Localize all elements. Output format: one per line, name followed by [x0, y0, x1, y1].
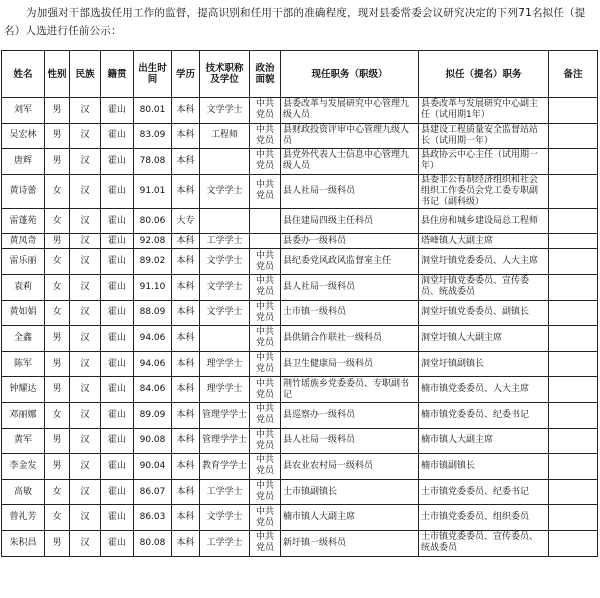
table-cell: 土市镇一级科员	[281, 300, 419, 326]
table-cell: 县财政投资评审中心管理九级人员	[281, 123, 419, 149]
table-cell: 高敏	[2, 479, 45, 505]
table-cell: 土市镇副镇长	[281, 479, 419, 505]
table-cell: 中共党员	[250, 123, 281, 149]
table-cell	[549, 428, 598, 454]
table-cell	[549, 505, 598, 531]
table-cell: 大专	[172, 208, 200, 234]
table-cell	[549, 123, 598, 149]
table-cell: 霍山	[101, 530, 134, 556]
table-cell: 霍山	[101, 454, 134, 480]
column-header: 政治面貌	[250, 51, 281, 98]
table-cell: 洞堂圩镇党委委员、宣传委员、统战委员	[419, 274, 549, 300]
table-cell: 本科	[172, 402, 200, 428]
table-cell: 83.09	[134, 123, 172, 149]
table-cell: 男	[45, 98, 70, 124]
table-cell: 中共党员	[250, 454, 281, 480]
table-cell: 理学学士	[200, 377, 250, 403]
table-cell: 钟耀达	[2, 377, 45, 403]
table-cell: 黄凤奇	[2, 234, 45, 249]
table-cell: 县委办一级科员	[281, 234, 419, 249]
table-cell: 本科	[172, 479, 200, 505]
table-cell: 土市镇党委委员、组织委员	[419, 505, 549, 531]
table-cell: 新圩镇一级科员	[281, 530, 419, 556]
table-cell: 霍山	[101, 249, 134, 275]
table-cell	[549, 351, 598, 377]
table-cell	[549, 274, 598, 300]
table-cell: 县党外代表人士信息中心管理九级人员	[281, 149, 419, 175]
table-cell: 县政协云中心主任（试用期一年）	[419, 149, 549, 175]
table-row	[2, 123, 598, 149]
table-cell: 朱积昌	[2, 530, 45, 556]
table-row	[2, 249, 598, 275]
table-row	[2, 530, 598, 556]
table-cell: 袁莉	[2, 274, 45, 300]
table-cell: 县供销合作联社一级科员	[281, 326, 419, 352]
table-cell: 洞堂圩镇人大副主席	[419, 326, 549, 352]
table-cell	[250, 208, 281, 234]
table-cell	[549, 208, 598, 234]
table-cell: 中共党员	[250, 377, 281, 403]
table-cell	[549, 249, 598, 275]
table-cell: 霍山	[101, 402, 134, 428]
table-cell: 89.09	[134, 402, 172, 428]
table-cell: 女	[45, 174, 70, 208]
table-cell: 80.01	[134, 98, 172, 124]
table-row	[2, 479, 598, 505]
table-cell: 工学学士	[200, 479, 250, 505]
table-cell: 县农业农村局一级科员	[281, 454, 419, 480]
table-cell: 工学学士	[200, 530, 250, 556]
table-cell: 汉	[70, 351, 101, 377]
table-cell: 县人社局一级科员	[281, 174, 419, 208]
table-cell: 霍山	[101, 149, 134, 175]
table-cell: 中共党员	[250, 149, 281, 175]
table-cell: 文学学士	[200, 274, 250, 300]
table-cell	[549, 326, 598, 352]
table-cell: 霍山	[101, 98, 134, 124]
table-row	[2, 428, 598, 454]
column-header: 技术职称及学位	[200, 51, 250, 98]
table-cell: 文学学士	[200, 98, 250, 124]
table-cell: 中共党员	[250, 326, 281, 352]
table-cell: 汉	[70, 123, 101, 149]
table-cell: 唐辉	[2, 149, 45, 175]
table-cell: 本科	[172, 234, 200, 249]
table-cell: 男	[45, 234, 70, 249]
table-cell: 陈军	[2, 351, 45, 377]
table-cell: 县住建局四级主任科员	[281, 208, 419, 234]
table-cell: 邓丽娜	[2, 402, 45, 428]
table-cell: 89.02	[134, 249, 172, 275]
table-cell: 男	[45, 351, 70, 377]
table-cell: 黄如娟	[2, 300, 45, 326]
table-row	[2, 274, 598, 300]
table-cell: 霍山	[101, 274, 134, 300]
table-cell: 男	[45, 377, 70, 403]
table-cell: 曾礼芳	[2, 505, 45, 531]
table-cell: 男	[45, 326, 70, 352]
table-cell: 90.08	[134, 428, 172, 454]
table-cell: 女	[45, 479, 70, 505]
table-cell: 县卫生健康局一级科员	[281, 351, 419, 377]
table-cell: 女	[45, 505, 70, 531]
table-cell: 县委改革与发展研究中心管理九级人员	[281, 98, 419, 124]
table-cell: 本科	[172, 351, 200, 377]
table-cell: 文学学士	[200, 249, 250, 275]
table-cell: 94.06	[134, 351, 172, 377]
table-cell: 本科	[172, 274, 200, 300]
table-cell: 男	[45, 530, 70, 556]
table-cell: 本科	[172, 149, 200, 175]
table-cell: 中共党员	[250, 98, 281, 124]
table-row	[2, 326, 598, 352]
table-cell: 汉	[70, 326, 101, 352]
table-cell: 女	[45, 402, 70, 428]
table-cell	[549, 454, 598, 480]
table-cell: 中共党员	[250, 530, 281, 556]
table-cell: 土市镇党委委员、宣传委员、统战委员	[419, 530, 549, 556]
table-header-row	[2, 51, 598, 98]
table-cell: 霍山	[101, 123, 134, 149]
table-cell: 楠市镇人大副主席	[419, 428, 549, 454]
table-cell	[549, 174, 598, 208]
table-cell: 94.06	[134, 326, 172, 352]
table-cell: 楠市镇党委委员、人大主席	[419, 377, 549, 403]
table-cell: 中共党员	[250, 428, 281, 454]
table-cell: 工程师	[200, 123, 250, 149]
column-header: 学历	[172, 51, 200, 98]
table-cell: 霍山	[101, 326, 134, 352]
table-cell: 县住房和城乡建设局总工程师	[419, 208, 549, 234]
table-cell: 县人社局一级科员	[281, 428, 419, 454]
table-cell: 县纪委党风政风监督室主任	[281, 249, 419, 275]
table-cell: 汉	[70, 428, 101, 454]
table-cell: 汉	[70, 505, 101, 531]
table-cell: 中共党员	[250, 300, 281, 326]
table-cell: 女	[45, 300, 70, 326]
table-cell: 洞堂圩镇党委委员、副镇长	[419, 300, 549, 326]
table-cell: 本科	[172, 249, 200, 275]
table-cell: 本科	[172, 505, 200, 531]
table-cell: 霍山	[101, 174, 134, 208]
table-cell: 霍山	[101, 479, 134, 505]
table-cell: 中共党员	[250, 402, 281, 428]
table-cell: 86.03	[134, 505, 172, 531]
table-cell	[200, 208, 250, 234]
candidate-table	[1, 50, 598, 557]
table-cell: 汉	[70, 234, 101, 249]
table-row	[2, 351, 598, 377]
table-row	[2, 98, 598, 124]
table-row	[2, 505, 598, 531]
table-cell: 女	[45, 208, 70, 234]
table-cell: 汉	[70, 402, 101, 428]
table-cell: 本科	[172, 428, 200, 454]
table-cell	[549, 479, 598, 505]
table-cell: 管理学学士	[200, 402, 250, 428]
table-cell	[549, 300, 598, 326]
table-cell: 雷蓬苑	[2, 208, 45, 234]
table-cell: 楠市镇人大副主席	[281, 505, 419, 531]
table-cell: 男	[45, 454, 70, 480]
table-cell: 教育学学士	[200, 454, 250, 480]
table-cell: 80.08	[134, 530, 172, 556]
table-cell: 中共党员	[250, 479, 281, 505]
table-cell: 91.10	[134, 274, 172, 300]
table-cell: 汉	[70, 479, 101, 505]
table-cell: 黄诗蕾	[2, 174, 45, 208]
table-cell	[250, 234, 281, 249]
column-header: 现任职务（职级）	[281, 51, 419, 98]
table-cell	[549, 98, 598, 124]
table-cell: 黄军	[2, 428, 45, 454]
table-cell: 汉	[70, 300, 101, 326]
table-cell: 91.01	[134, 174, 172, 208]
table-cell: 本科	[172, 98, 200, 124]
table-cell: 中共党员	[250, 505, 281, 531]
table-cell: 汉	[70, 208, 101, 234]
table-cell: 本科	[172, 530, 200, 556]
column-header: 性别	[45, 51, 70, 98]
table-cell: 90.04	[134, 454, 172, 480]
column-header: 拟任（提名）职务	[419, 51, 549, 98]
table-row	[2, 300, 598, 326]
table-cell: 男	[45, 428, 70, 454]
table-cell: 84.06	[134, 377, 172, 403]
table-cell: 汉	[70, 98, 101, 124]
table-cell: 县委非公有制经济组织和社会组织工作委员会党工委专职副书记（副科级）	[419, 174, 549, 208]
table-cell	[549, 234, 598, 249]
table-cell: 霍山	[101, 300, 134, 326]
column-header: 出生时间	[134, 51, 172, 98]
table-cell: 霍山	[101, 234, 134, 249]
table-cell: 文学学士	[200, 505, 250, 531]
table-cell: 女	[45, 274, 70, 300]
notice-intro: 为加强对干部选拔任用工作的监督，提高识别和任用干部的准确程度，现对县委常委会议研究决定的下列71名拟任（提名）人选进行任前公示：	[4, 7, 586, 37]
table-cell: 本科	[172, 454, 200, 480]
table-cell: 县人社局一级科员	[281, 274, 419, 300]
table-cell: 中共党员	[250, 174, 281, 208]
table-cell: 本科	[172, 300, 200, 326]
table-cell: 楠市镇副镇长	[419, 454, 549, 480]
table-cell: 汉	[70, 174, 101, 208]
table-row	[2, 208, 598, 234]
table-cell: 县委改革与发展研究中心副主任（试用期1年）	[419, 98, 549, 124]
table-cell	[200, 149, 250, 175]
table-cell: 本科	[172, 326, 200, 352]
table-cell: 88.09	[134, 300, 172, 326]
table-cell: 80.06	[134, 208, 172, 234]
table-cell: 霍山	[101, 428, 134, 454]
column-header: 姓名	[2, 51, 45, 98]
table-cell: 楠市镇党委委员、纪委书记	[419, 402, 549, 428]
table-cell: 洞堂圩镇党委委员、人大主席	[419, 249, 549, 275]
table-cell: 92.08	[134, 234, 172, 249]
table-cell: 78.08	[134, 149, 172, 175]
table-row	[2, 234, 598, 249]
table-cell: 本科	[172, 174, 200, 208]
table-cell: 汉	[70, 454, 101, 480]
table-cell: 霍山	[101, 351, 134, 377]
table-cell: 86.07	[134, 479, 172, 505]
table-cell: 工学学士	[200, 234, 250, 249]
table-row	[2, 377, 598, 403]
table-cell: 管理学学士	[200, 428, 250, 454]
table-cell: 县建设工程质量安全监督站站长（试用期一年）	[419, 123, 549, 149]
table-cell: 霍山	[101, 208, 134, 234]
table-cell	[200, 326, 250, 352]
table-cell	[549, 402, 598, 428]
table-cell: 洞堂圩镇副镇长	[419, 351, 549, 377]
table-cell: 县巡察办一级科员	[281, 402, 419, 428]
table-cell: 汉	[70, 377, 101, 403]
table-cell	[549, 149, 598, 175]
table-cell: 本科	[172, 377, 200, 403]
table-cell: 汉	[70, 149, 101, 175]
column-header: 备注	[549, 51, 598, 98]
table-cell: 全鑫	[2, 326, 45, 352]
table-cell: 李金发	[2, 454, 45, 480]
table-row	[2, 149, 598, 175]
table-cell: 霍山	[101, 377, 134, 403]
table-cell: 理学学士	[200, 351, 250, 377]
table-cell: 女	[45, 249, 70, 275]
column-header: 籍贯	[101, 51, 134, 98]
table-cell: 男	[45, 123, 70, 149]
table-cell: 汉	[70, 249, 101, 275]
column-header: 民族	[70, 51, 101, 98]
table-cell: 雷乐丽	[2, 249, 45, 275]
table-cell: 中共党员	[250, 249, 281, 275]
table-cell: 荆竹瑶族乡党委委员、专职副书记	[281, 377, 419, 403]
table-cell: 塔峰镇人大副主席	[419, 234, 549, 249]
table-cell: 男	[45, 149, 70, 175]
table-row	[2, 402, 598, 428]
table-cell: 汉	[70, 530, 101, 556]
table-cell: 文学学士	[200, 174, 250, 208]
table-cell: 汉	[70, 274, 101, 300]
table-row	[2, 174, 598, 208]
table-cell: 中共党员	[250, 274, 281, 300]
table-cell	[549, 377, 598, 403]
table-row	[2, 454, 598, 480]
table-cell: 霍山	[101, 505, 134, 531]
table-cell: 刘军	[2, 98, 45, 124]
table-cell: 中共党员	[250, 351, 281, 377]
table-cell: 土市镇党委委员、纪委书记	[419, 479, 549, 505]
table-cell: 本科	[172, 123, 200, 149]
table-cell: 吴宏林	[2, 123, 45, 149]
table-cell	[549, 530, 598, 556]
table-cell: 文学学士	[200, 300, 250, 326]
